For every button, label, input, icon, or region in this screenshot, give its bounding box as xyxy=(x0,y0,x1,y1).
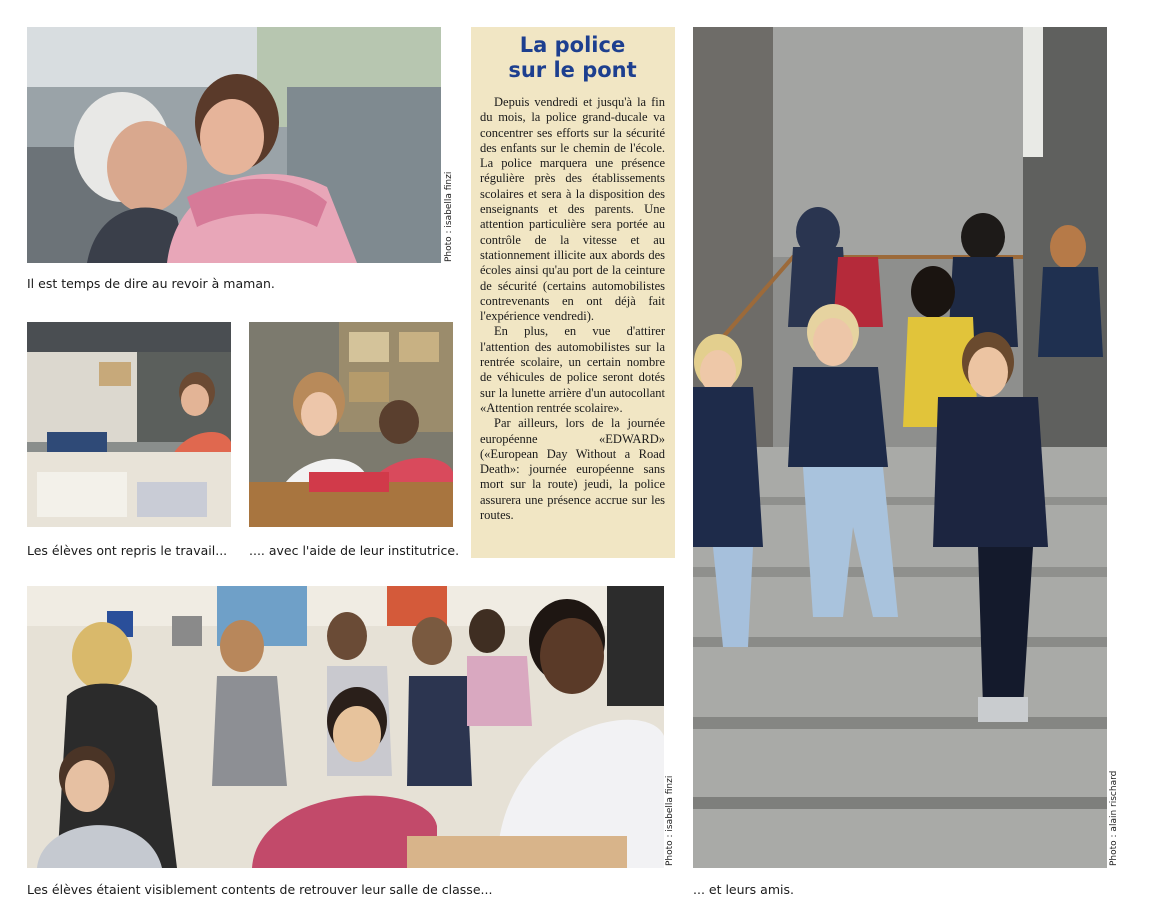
article-paragraph: En plus, en vue d'attirer l'attention des automobilistes sur la rentrée scolaire, un certain nombre de véhicules de police seront dotés sur la lunette arrière d'un autocollant «Attention rentrée scolaire». xyxy=(480,324,665,415)
photo-credit-group: Photo : isabella finzi xyxy=(665,775,675,866)
article-title-line1: La police xyxy=(519,33,626,57)
article-sidebar xyxy=(471,27,675,558)
photo-mother-child-hug xyxy=(27,27,441,263)
photo-teacher-helping xyxy=(249,322,453,527)
article-title-line2: sur le pont xyxy=(508,58,637,82)
caption-group: Les élèves étaient visiblement contents de retrouver leur salle de classe... xyxy=(27,882,493,897)
caption-teacher: .... avec l'aide de leur institutrice. xyxy=(249,543,460,558)
photo-credit-stairs: Photo : alain rischard xyxy=(1109,770,1119,866)
photo-children-stairs xyxy=(693,27,1107,868)
photo-credit-hug: Photo : isabella finzi xyxy=(444,171,454,262)
article-paragraph: Par ailleurs, lors de la journée européenne «EDWARD» («European Day Without a Road Death»: journée européenne sans mort sur la route) jeudi, la police assurera une présence accrue sur les routes. xyxy=(480,416,665,523)
article-paragraph: Depuis vendredi et jusqu'à la fin du mois, la police grand-ducale va concentrer ses efforts sur la sécurité des enfants sur le chemin de l'école. La police marquera une présence régulière près des établissements scolaires et sera à la disposition des enseignants et des parents. Une attention particulière sera portée au contrôle de la vitesse et au stationnement illicite aux abords des écoles ainsi qu'au port de la ceinture de sécurité (certains automobilistes contrevenants en ont déjà fait l'expérience vendredi). xyxy=(480,95,665,324)
photo-classroom-work xyxy=(27,322,231,527)
caption-hug: Il est temps de dire au revoir à maman. xyxy=(27,276,275,291)
photo-group-thumbs-up xyxy=(27,586,664,868)
caption-classroom: Les élèves ont repris le travail... xyxy=(27,543,228,558)
caption-stairs: ... et leurs amis. xyxy=(693,882,794,897)
article-title xyxy=(480,33,665,83)
